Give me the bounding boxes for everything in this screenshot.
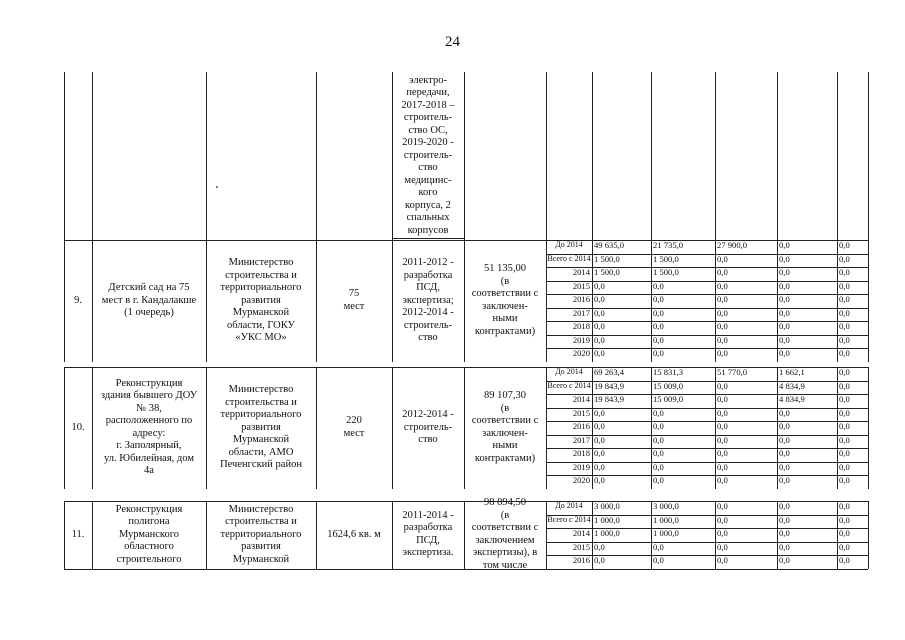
finance-value-cell: 0,0 (717, 434, 728, 445)
finance-value-cell: 0,0 (717, 475, 728, 485)
finance-period-cell: 2016 (572, 421, 590, 431)
column-divider (64, 72, 65, 240)
stages-cell-text: 2012-2014 - строитель- ство (402, 409, 454, 445)
finance-period-cell: 2019 (572, 461, 590, 472)
page-number: 24 (445, 34, 460, 50)
column-divider (546, 72, 547, 240)
finance-period-cell: 2019 (572, 334, 590, 345)
finance-value-cell: 0,0 (653, 448, 664, 458)
finance-value-cell: 0,0 (594, 307, 605, 318)
finance-value-cell: 0,0 (779, 307, 790, 318)
finance-value-cell: 0,0 (839, 253, 850, 264)
finance-value-cell: 0,0 (653, 280, 664, 291)
finance-value-cell: 15 009,0 (653, 380, 684, 391)
finance-value-cell: 0,0 (779, 434, 790, 445)
column-divider (92, 72, 93, 240)
capacity-cell (316, 367, 392, 489)
row-number-cell (64, 501, 92, 569)
finance-period-cell: 2016 (572, 294, 590, 304)
customer-cell-text: Министерство строительства и территориального развития Мурманской области, АМО Печенгский район (220, 384, 302, 470)
finance-value-cell: 0,0 (839, 267, 850, 277)
finance-value-cell: 0,0 (717, 461, 728, 472)
continued-stage-cell (392, 72, 464, 240)
row-number-cell (64, 240, 92, 362)
finance-value-cell: 0,0 (717, 541, 728, 552)
object-name-cell (92, 367, 206, 489)
finance-value-cell: 0,0 (594, 475, 605, 485)
finance-value-cell: 1 662,1 (779, 367, 805, 377)
finance-value-cell: 0,0 (653, 321, 664, 331)
cost-cell (464, 367, 546, 489)
cost-cell-text: 51 135,00 (в соответствии с заключен- ными контрактами) (471, 263, 539, 337)
finance-value-cell: 0,0 (717, 280, 728, 291)
cost-cell (464, 240, 546, 362)
finance-value-cell: 0,0 (839, 280, 850, 291)
row-number-cell-text: 11. (71, 528, 85, 540)
row-number-cell-text: 9. (74, 294, 82, 306)
stages-cell-text: 2011-2014 - разработка ПСД, экспертиза. (402, 509, 454, 559)
row-number-cell-text: 10. (71, 421, 85, 433)
column-divider (316, 72, 317, 240)
finance-value-cell: 0,0 (717, 528, 728, 538)
finance-value-cell: 0,0 (839, 294, 850, 304)
capacity-cell-text: 220 мест (343, 415, 365, 439)
finance-value-cell: 1 500,0 (653, 253, 679, 264)
finance-value-cell: 0,0 (594, 348, 605, 358)
object-name-cell (92, 501, 206, 569)
finance-value-cell: 0,0 (717, 407, 728, 418)
finance-value-cell: 0,0 (653, 421, 664, 431)
finance-value-cell: 0,0 (779, 240, 790, 250)
finance-value-cell: 15 831,3 (653, 367, 684, 377)
finance-value-cell: 0,0 (653, 434, 664, 445)
finance-value-cell: 0,0 (653, 334, 664, 345)
finance-value-cell: 0,0 (779, 528, 790, 538)
finance-value-cell: 0,0 (717, 334, 728, 345)
row-number-cell (64, 367, 92, 489)
finance-value-cell: 0,0 (779, 348, 790, 358)
capacity-cell (316, 240, 392, 362)
column-divider (592, 72, 593, 240)
finance-value-cell: 1 000,0 (594, 528, 620, 538)
finance-value-cell: 0,0 (779, 267, 790, 277)
finance-value-cell: 0,0 (717, 348, 728, 358)
finance-period-cell: 2015 (572, 407, 590, 418)
finance-period-cell: Всего с 2014 (547, 380, 591, 390)
capacity-cell-text: 1624,6 кв. м (327, 528, 381, 540)
finance-value-cell: 0,0 (839, 421, 850, 431)
finance-value-cell: 15 009,0 (653, 394, 684, 404)
finance-value-cell: 21 735,0 (653, 240, 684, 250)
finance-value-cell: 0,0 (779, 541, 790, 552)
finance-value-cell: 0,0 (717, 321, 728, 331)
finance-value-cell: 0,0 (594, 407, 605, 418)
finance-value-cell: 0,0 (717, 421, 728, 431)
stages-cell (392, 501, 464, 569)
finance-value-cell: 0,0 (839, 461, 850, 472)
finance-value-cell: 0,0 (779, 294, 790, 304)
finance-period-cell: 2014 (572, 267, 590, 277)
column-divider (777, 72, 778, 240)
finance-period-cell: 2018 (572, 448, 590, 458)
customer-cell-text: Министерство строительства и территориального развития Мурманской (220, 503, 302, 565)
finance-period-cell: 2017 (572, 434, 590, 445)
column-divider (464, 72, 465, 240)
finance-value-cell: 0,0 (779, 475, 790, 485)
finance-value-cell: 0,0 (839, 307, 850, 318)
finance-value-cell: 0,0 (779, 461, 790, 472)
cost-cell (464, 497, 546, 571)
finance-period-cell: 2020 (572, 348, 590, 358)
continued-cell-underline (392, 238, 464, 239)
finance-value-cell: 1 500,0 (594, 267, 620, 277)
stages-cell (392, 367, 464, 489)
column-divider (206, 72, 207, 240)
finance-period-cell: Всего с 2014 (547, 253, 591, 263)
finance-value-cell: 0,0 (594, 280, 605, 291)
finance-value-cell: 0,0 (717, 555, 728, 565)
finance-value-cell: 4 834,9 (779, 394, 805, 404)
finance-value-cell: 0,0 (779, 555, 790, 565)
finance-value-cell: 0,0 (653, 348, 664, 358)
column-divider (868, 72, 869, 240)
column-divider (651, 72, 652, 240)
finance-value-cell: 0,0 (839, 475, 850, 485)
finance-value-cell: 0,0 (779, 448, 790, 458)
cost-cell-text: 89 107,30 (в соответствии с заключен- ными контрактами) (471, 390, 539, 464)
finance-value-cell: 3 000,0 (653, 501, 679, 511)
finance-value-cell: 0,0 (653, 294, 664, 304)
finance-value-cell: 0,0 (653, 541, 664, 552)
finance-value-cell: 0,0 (653, 461, 664, 472)
finance-value-cell: 0,0 (594, 541, 605, 552)
finance-value-cell: 4 834,9 (779, 380, 805, 391)
finance-period-cell: 2016 (572, 555, 590, 565)
finance-value-cell: 27 900,0 (717, 240, 748, 250)
finance-period-cell: 2015 (572, 541, 590, 552)
finance-value-cell: 0,0 (779, 421, 790, 431)
finance-value-cell: 0,0 (717, 501, 728, 511)
finance-value-cell: 0,0 (717, 294, 728, 304)
column-divider (837, 72, 838, 240)
finance-value-cell: 0,0 (717, 253, 728, 264)
finance-value-cell: 0,0 (717, 514, 728, 525)
finance-period-cell: До 2014 (555, 240, 583, 249)
finance-value-cell: 51 770,0 (717, 367, 748, 377)
finance-value-cell: 0,0 (839, 407, 850, 418)
finance-value-cell: 0,0 (839, 321, 850, 331)
finance-value-cell: 0,0 (717, 448, 728, 458)
customer-cell (206, 501, 316, 569)
finance-value-cell: 0,0 (839, 348, 850, 358)
finance-value-cell: 0,0 (779, 280, 790, 291)
finance-value-cell: 1 000,0 (594, 514, 620, 525)
finance-value-cell: 0,0 (839, 448, 850, 458)
finance-value-cell: 1 500,0 (594, 253, 620, 264)
table-bottom-border (64, 569, 868, 570)
column-divider (868, 501, 869, 569)
finance-value-cell: 0,0 (594, 294, 605, 304)
object-name-cell-text: Реконструкция полигона Мурманского областного строительного (115, 503, 183, 565)
finance-value-cell: 0,0 (653, 407, 664, 418)
finance-period-cell: Всего с 2014 (547, 514, 591, 524)
finance-value-cell: 0,0 (779, 321, 790, 331)
finance-value-cell: 0,0 (779, 501, 790, 511)
customer-cell (206, 240, 316, 362)
finance-period-cell: 2014 (572, 394, 590, 404)
finance-value-cell: 0,0 (839, 528, 850, 538)
finance-period-cell: 2018 (572, 321, 590, 331)
continued-stage-cell-text: электро- передачи, 2017-2018 – строитель- ство ОС, 2019-2020 - строитель- ство медицинс- кого корпуса, 2 спальных корпусов (401, 74, 455, 236)
finance-value-cell: 0,0 (839, 394, 850, 404)
finance-value-cell: 0,0 (653, 555, 664, 565)
finance-value-cell: 0,0 (839, 240, 850, 250)
finance-value-cell: 0,0 (717, 307, 728, 318)
finance-value-cell: 0,0 (594, 334, 605, 345)
investment-projects-table (64, 72, 868, 588)
capacity-cell-text: 75 мест (343, 288, 365, 312)
finance-value-cell: 0,0 (839, 501, 850, 511)
finance-value-cell: 19 843,9 (594, 394, 625, 404)
stages-cell (392, 240, 464, 362)
finance-value-cell: 0,0 (594, 461, 605, 472)
finance-value-cell: 0,0 (594, 434, 605, 445)
finance-value-cell: 69 263,4 (594, 367, 625, 377)
column-divider (715, 72, 716, 240)
scan-speck (216, 186, 218, 188)
finance-value-cell: 3 000,0 (594, 501, 620, 511)
finance-value-cell: 0,0 (653, 307, 664, 318)
object-name-cell-text: Реконструкция здания бывшего ДОУ № 38, расположенного по адресу: г. Заполярный, ул. Юбилейная, дом 4а (100, 377, 198, 477)
column-divider (868, 240, 869, 362)
finance-value-cell: 0,0 (839, 434, 850, 445)
finance-value-cell: 1 000,0 (653, 514, 679, 525)
stages-cell-text: 2011-2012 - разработка ПСД, экспертиза; 2012-2014 - строитель- ство (402, 257, 454, 343)
finance-value-cell: 0,0 (779, 514, 790, 525)
finance-value-cell: 0,0 (653, 475, 664, 485)
finance-value-cell: 0,0 (839, 367, 850, 377)
finance-value-cell: 1 500,0 (653, 267, 679, 277)
finance-value-cell: 0,0 (717, 380, 728, 391)
finance-value-cell: 0,0 (594, 421, 605, 431)
finance-value-cell: 0,0 (839, 541, 850, 552)
finance-value-cell: 1 000,0 (653, 528, 679, 538)
finance-value-cell: 49 635,0 (594, 240, 625, 250)
finance-value-cell: 0,0 (594, 448, 605, 458)
capacity-cell (316, 501, 392, 569)
finance-value-cell: 0,0 (839, 334, 850, 345)
finance-period-cell: 2020 (572, 475, 590, 485)
customer-cell-text: Министерство строительства и территориального развития Мурманской области, ГОКУ «УКС МО» (220, 257, 302, 343)
finance-value-cell: 0,0 (594, 321, 605, 331)
object-name-cell-text: Детский сад на 75 мест в г. Кандалакше (1 очередь) (101, 282, 197, 318)
finance-value-cell: 0,0 (779, 334, 790, 345)
object-name-cell (92, 240, 206, 362)
finance-value-cell: 0,0 (717, 267, 728, 277)
finance-period-cell: 2017 (572, 307, 590, 318)
finance-period-cell: До 2014 (555, 367, 583, 376)
column-divider (868, 367, 869, 489)
customer-cell (206, 367, 316, 489)
finance-value-cell: 0,0 (779, 407, 790, 418)
finance-period-cell: 2015 (572, 280, 590, 291)
finance-value-cell: 0,0 (594, 555, 605, 565)
finance-value-cell: 0,0 (779, 253, 790, 264)
finance-value-cell: 0,0 (839, 555, 850, 565)
finance-value-cell: 0,0 (717, 394, 728, 404)
cost-cell-text: 98 894,50 (в соответствии с заключением экспертизы), в том числе (471, 497, 539, 571)
finance-period-cell: До 2014 (555, 501, 583, 510)
finance-value-cell: 0,0 (839, 514, 850, 525)
finance-period-cell: 2014 (572, 528, 590, 538)
finance-value-cell: 0,0 (839, 380, 850, 391)
finance-value-cell: 19 843,9 (594, 380, 625, 391)
